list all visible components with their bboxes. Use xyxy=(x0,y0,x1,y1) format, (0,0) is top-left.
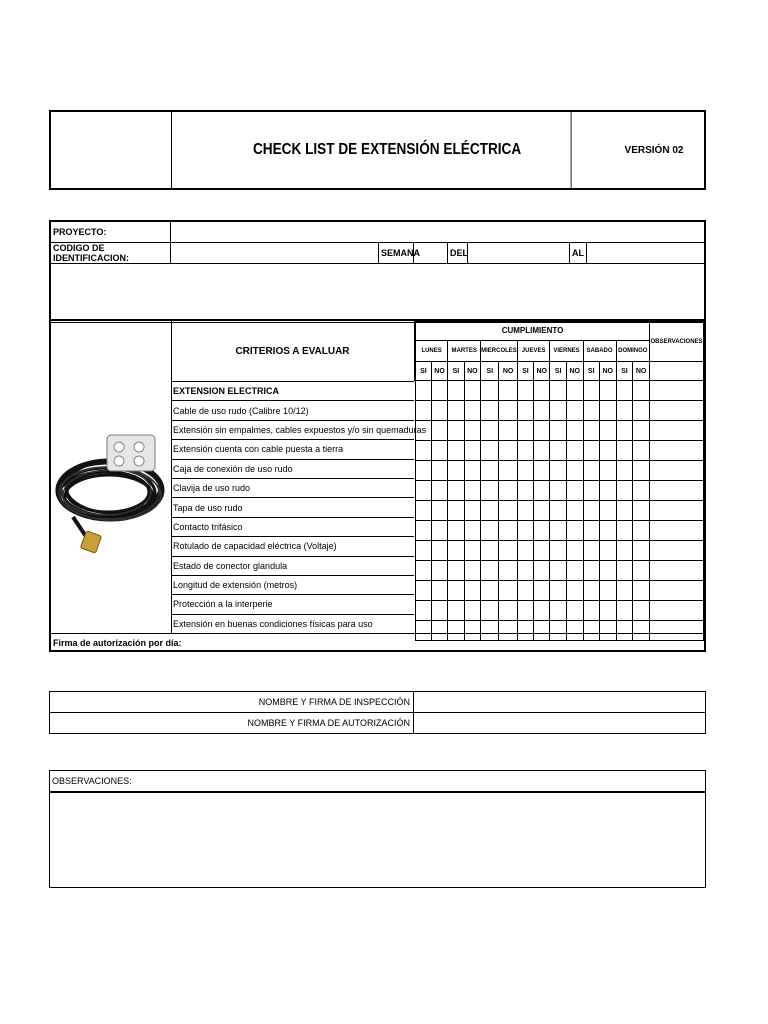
si-header: SI xyxy=(616,362,633,381)
check-cell[interactable] xyxy=(583,421,599,441)
check-cell[interactable] xyxy=(599,461,616,481)
form-header xyxy=(49,110,706,190)
check-cell[interactable] xyxy=(431,461,447,481)
check-cell[interactable] xyxy=(550,601,566,621)
check-cell[interactable] xyxy=(633,501,650,521)
check-cell[interactable] xyxy=(583,441,599,461)
check-cell[interactable] xyxy=(616,421,633,441)
check-cell[interactable] xyxy=(616,561,633,581)
logo-cell xyxy=(51,112,172,188)
check-cell[interactable] xyxy=(583,501,599,521)
check-cell[interactable] xyxy=(431,541,447,561)
check-cell[interactable] xyxy=(481,461,499,481)
check-cell[interactable] xyxy=(583,381,599,401)
check-cell[interactable] xyxy=(431,581,447,601)
observation-cell[interactable] xyxy=(650,441,704,461)
del-field[interactable] xyxy=(468,243,570,263)
firma-label: Firma de autorización por día: xyxy=(53,638,182,648)
grid-row xyxy=(416,541,704,561)
check-cell[interactable] xyxy=(499,601,517,621)
check-cell[interactable] xyxy=(431,601,447,621)
check-cell[interactable] xyxy=(517,421,533,441)
check-cell[interactable] xyxy=(599,481,616,501)
check-cell[interactable] xyxy=(481,521,499,541)
observation-cell[interactable] xyxy=(650,481,704,501)
check-cell[interactable] xyxy=(499,441,517,461)
observations-box xyxy=(49,770,706,888)
check-cell[interactable] xyxy=(616,501,633,521)
check-cell[interactable] xyxy=(464,561,481,581)
no-header: NO xyxy=(533,362,550,381)
check-cell[interactable] xyxy=(431,501,447,521)
check-cell[interactable] xyxy=(533,421,550,441)
check-cell[interactable] xyxy=(533,501,550,521)
check-cell[interactable] xyxy=(416,461,432,481)
check-cell[interactable] xyxy=(633,601,650,621)
al-label: AL xyxy=(570,243,587,263)
check-cell[interactable] xyxy=(533,561,550,581)
observation-cell[interactable] xyxy=(650,601,704,621)
check-cell[interactable] xyxy=(550,581,566,601)
check-cell[interactable] xyxy=(599,601,616,621)
check-cell[interactable] xyxy=(517,601,533,621)
checklist-table xyxy=(49,319,706,652)
autorizacion-label: NOMBRE Y FIRMA DE AUTORIZACIÓN xyxy=(50,713,414,733)
check-cell[interactable] xyxy=(448,441,464,461)
check-cell[interactable] xyxy=(499,461,517,481)
check-cell[interactable] xyxy=(599,581,616,601)
observation-cell[interactable] xyxy=(650,541,704,561)
check-cell[interactable] xyxy=(633,421,650,441)
section-title: EXTENSION ELECTRICA xyxy=(171,381,414,400)
criteria-item: Extensión sin empalmes, cables expuestos y/o sin quemaduras xyxy=(171,420,414,439)
check-cell[interactable] xyxy=(533,401,550,421)
no-header: NO xyxy=(599,362,616,381)
check-cell[interactable] xyxy=(550,501,566,521)
check-cell[interactable] xyxy=(533,381,550,401)
check-cell[interactable] xyxy=(517,401,533,421)
check-cell[interactable] xyxy=(481,401,499,421)
day-header: MIERCOLES xyxy=(481,341,518,362)
observation-cell[interactable] xyxy=(650,401,704,421)
proyecto-field[interactable] xyxy=(171,222,704,242)
check-cell[interactable] xyxy=(616,581,633,601)
observation-cell[interactable] xyxy=(650,421,704,441)
check-cell[interactable] xyxy=(448,381,464,401)
si-no-row xyxy=(416,362,704,381)
criteria-item: Extensión en buenas condiciones físicas para uso xyxy=(171,614,414,633)
criteria-item: Caja de conexión de uso rudo xyxy=(171,459,414,478)
grid-header-row xyxy=(416,322,704,341)
check-cell[interactable] xyxy=(499,381,517,401)
codigo-row xyxy=(51,243,704,264)
criteria-item: Longitud de extensión (metros) xyxy=(171,575,414,594)
check-cell[interactable] xyxy=(517,461,533,481)
semana-label: SEMANA xyxy=(379,243,414,263)
day-header: DOMINGO xyxy=(616,341,649,362)
day-header: SABADO xyxy=(583,341,616,362)
codigo-field[interactable] xyxy=(171,243,379,263)
check-cell[interactable] xyxy=(633,561,650,581)
no-header: NO xyxy=(499,362,517,381)
observation-cell[interactable] xyxy=(650,521,704,541)
check-cell[interactable] xyxy=(431,381,447,401)
check-cell[interactable] xyxy=(517,381,533,401)
observation-cell[interactable] xyxy=(650,461,704,481)
check-cell[interactable] xyxy=(550,541,566,561)
si-header: SI xyxy=(481,362,499,381)
check-cell[interactable] xyxy=(481,581,499,601)
check-cell[interactable] xyxy=(499,401,517,421)
no-header: NO xyxy=(464,362,481,381)
observaciones-header: OBSERVACIONES xyxy=(650,322,704,362)
check-cell[interactable] xyxy=(416,481,432,501)
signature-table xyxy=(49,691,706,734)
check-cell[interactable] xyxy=(550,561,566,581)
check-cell[interactable] xyxy=(550,461,566,481)
check-cell[interactable] xyxy=(517,501,533,521)
observation-cell[interactable] xyxy=(650,501,704,521)
check-cell[interactable] xyxy=(566,421,583,441)
criterios-header: CRITERIOS A EVALUAR xyxy=(171,321,415,381)
check-cell[interactable] xyxy=(566,481,583,501)
proyecto-label: PROYECTO: xyxy=(51,222,171,242)
check-cell[interactable] xyxy=(481,561,499,581)
form-version: VERSIÓN 02 xyxy=(624,144,684,156)
check-cell[interactable] xyxy=(633,381,650,401)
check-cell[interactable] xyxy=(499,501,517,521)
codigo-label: CODIGO DE IDENTIFICACION: xyxy=(51,243,171,263)
check-cell[interactable] xyxy=(633,541,650,561)
grid-row xyxy=(416,601,704,621)
criteria-item: Rotulado de capacidad eléctrica (Voltaje) xyxy=(171,536,414,555)
check-cell[interactable] xyxy=(448,401,464,421)
grid-row xyxy=(416,561,704,581)
check-cell[interactable] xyxy=(416,421,432,441)
extension-image-cell xyxy=(51,321,172,633)
check-cell[interactable] xyxy=(616,461,633,481)
check-cell[interactable] xyxy=(616,541,633,561)
check-cell[interactable] xyxy=(481,441,499,461)
criteria-item: Clavija de uso rudo xyxy=(171,478,414,497)
check-cell[interactable] xyxy=(566,561,583,581)
check-cell[interactable] xyxy=(566,461,583,481)
check-cell[interactable] xyxy=(464,441,481,461)
check-cell[interactable] xyxy=(550,521,566,541)
check-cell[interactable] xyxy=(464,541,481,561)
check-cell[interactable] xyxy=(499,481,517,501)
del-label: DEL xyxy=(448,243,468,263)
check-cell[interactable] xyxy=(599,421,616,441)
check-cell[interactable] xyxy=(599,381,616,401)
day-header: JUEVES xyxy=(517,341,550,362)
check-cell[interactable] xyxy=(416,541,432,561)
no-header: NO xyxy=(633,362,650,381)
check-cell[interactable] xyxy=(448,461,464,481)
check-cell[interactable] xyxy=(599,541,616,561)
si-header: SI xyxy=(550,362,566,381)
check-cell[interactable] xyxy=(633,581,650,601)
day-header: VIERNES xyxy=(550,341,583,362)
no-header: NO xyxy=(431,362,447,381)
check-cell[interactable] xyxy=(416,381,432,401)
check-cell[interactable] xyxy=(550,401,566,421)
check-cell[interactable] xyxy=(481,381,499,401)
check-cell[interactable] xyxy=(583,461,599,481)
check-cell[interactable] xyxy=(431,441,447,461)
check-cell[interactable] xyxy=(431,561,447,581)
observations-field[interactable] xyxy=(50,793,705,889)
criteria-item: Extensión cuenta con cable puesta a tierra xyxy=(171,439,414,458)
check-cell[interactable] xyxy=(448,601,464,621)
day-header: MARTES xyxy=(448,341,481,362)
no-header: NO xyxy=(566,362,583,381)
check-cell[interactable] xyxy=(550,381,566,401)
check-cell[interactable] xyxy=(481,481,499,501)
check-cell[interactable] xyxy=(633,481,650,501)
grid-row xyxy=(416,581,704,601)
grid-row xyxy=(416,481,704,501)
grid-row xyxy=(416,441,704,461)
criteria-item: Estado de conector glandula xyxy=(171,556,414,575)
autorizacion-row xyxy=(50,713,705,733)
check-cell[interactable] xyxy=(448,541,464,561)
check-cell[interactable] xyxy=(517,561,533,581)
check-cell[interactable] xyxy=(416,521,432,541)
check-cell[interactable] xyxy=(464,601,481,621)
firma-row xyxy=(51,633,704,652)
check-cell[interactable] xyxy=(431,401,447,421)
check-cell[interactable] xyxy=(533,601,550,621)
check-cell[interactable] xyxy=(533,581,550,601)
day-header: LUNES xyxy=(416,341,448,362)
grid-row xyxy=(416,461,704,481)
check-cell[interactable] xyxy=(464,481,481,501)
inspeccion-row xyxy=(50,692,705,713)
check-cell[interactable] xyxy=(583,541,599,561)
observation-cell[interactable] xyxy=(650,561,704,581)
check-cell[interactable] xyxy=(633,441,650,461)
si-header: SI xyxy=(583,362,599,381)
check-cell[interactable] xyxy=(533,521,550,541)
grid-row xyxy=(416,381,704,401)
check-cell[interactable] xyxy=(533,541,550,561)
criteria-list xyxy=(171,381,427,633)
info-blank-area xyxy=(51,264,704,323)
check-cell[interactable] xyxy=(566,401,583,421)
check-cell[interactable] xyxy=(416,581,432,601)
check-cell[interactable] xyxy=(464,421,481,441)
observation-cell[interactable] xyxy=(650,381,704,401)
check-cell[interactable] xyxy=(599,561,616,581)
check-cell[interactable] xyxy=(464,461,481,481)
al-field[interactable] xyxy=(587,243,704,263)
check-cell[interactable] xyxy=(583,401,599,421)
extension-cord-image xyxy=(51,321,171,633)
check-cell[interactable] xyxy=(499,541,517,561)
check-cell[interactable] xyxy=(583,561,599,581)
info-table xyxy=(49,220,706,323)
semana-field[interactable] xyxy=(414,243,448,263)
check-cell[interactable] xyxy=(616,441,633,461)
check-cell[interactable] xyxy=(616,601,633,621)
check-cell[interactable] xyxy=(448,561,464,581)
compliance-grid xyxy=(415,321,704,641)
check-cell[interactable] xyxy=(481,541,499,561)
check-cell[interactable] xyxy=(566,381,583,401)
check-cell[interactable] xyxy=(633,461,650,481)
check-cell[interactable] xyxy=(566,521,583,541)
criteria-item: Cable de uso rudo (Calibre 10/12) xyxy=(171,400,414,419)
inspeccion-label: NOMBRE Y FIRMA DE INSPECCIÓN xyxy=(50,692,414,712)
check-cell[interactable] xyxy=(448,421,464,441)
check-cell[interactable] xyxy=(517,521,533,541)
check-cell[interactable] xyxy=(431,421,447,441)
observaciones-subcell xyxy=(650,362,704,381)
check-cell[interactable] xyxy=(481,421,499,441)
check-cell[interactable] xyxy=(464,401,481,421)
check-cell[interactable] xyxy=(499,561,517,581)
check-cell[interactable] xyxy=(533,461,550,481)
check-cell[interactable] xyxy=(517,541,533,561)
check-cell[interactable] xyxy=(566,441,583,461)
check-cell[interactable] xyxy=(481,501,499,521)
check-cell[interactable] xyxy=(533,481,550,501)
check-cell[interactable] xyxy=(448,521,464,541)
check-cell[interactable] xyxy=(616,381,633,401)
check-cell[interactable] xyxy=(464,501,481,521)
check-cell[interactable] xyxy=(616,401,633,421)
check-cell[interactable] xyxy=(599,401,616,421)
check-cell[interactable] xyxy=(481,601,499,621)
check-cell[interactable] xyxy=(416,441,432,461)
criteria-item: Tapa de uso rudo xyxy=(171,497,414,516)
check-cell[interactable] xyxy=(583,581,599,601)
criteria-item: Contacto trifásico xyxy=(171,517,414,536)
proyecto-row xyxy=(51,222,704,243)
check-cell[interactable] xyxy=(566,501,583,521)
check-cell[interactable] xyxy=(416,601,432,621)
check-cell[interactable] xyxy=(517,481,533,501)
check-cell[interactable] xyxy=(616,521,633,541)
check-cell[interactable] xyxy=(448,581,464,601)
observations-label: OBSERVACIONES: xyxy=(50,771,705,793)
check-cell[interactable] xyxy=(499,581,517,601)
criteria-item: Protección a la interperie xyxy=(171,594,414,613)
check-cell[interactable] xyxy=(499,521,517,541)
form-title: CHECK LIST DE EXTENSIÓN ELÉCTRICA xyxy=(203,112,571,188)
cumplimiento-header: CUMPLIMIENTO xyxy=(416,322,650,341)
grid-row xyxy=(416,401,704,421)
check-cell[interactable] xyxy=(499,421,517,441)
check-cell[interactable] xyxy=(583,521,599,541)
check-cell[interactable] xyxy=(550,441,566,461)
check-cell[interactable] xyxy=(517,581,533,601)
check-cell[interactable] xyxy=(550,421,566,441)
check-cell[interactable] xyxy=(599,501,616,521)
grid-row xyxy=(416,501,704,521)
observation-cell[interactable] xyxy=(650,581,704,601)
si-header: SI xyxy=(448,362,464,381)
si-header: SI xyxy=(517,362,533,381)
check-cell[interactable] xyxy=(583,481,599,501)
check-cell[interactable] xyxy=(416,401,432,421)
check-cell[interactable] xyxy=(416,561,432,581)
check-cell[interactable] xyxy=(448,481,464,501)
si-header: SI xyxy=(416,362,432,381)
check-cell[interactable] xyxy=(533,441,550,461)
check-cell[interactable] xyxy=(583,601,599,621)
check-cell[interactable] xyxy=(599,441,616,461)
check-cell[interactable] xyxy=(431,481,447,501)
check-cell[interactable] xyxy=(633,401,650,421)
check-cell[interactable] xyxy=(464,581,481,601)
check-cell[interactable] xyxy=(566,581,583,601)
check-cell[interactable] xyxy=(566,601,583,621)
check-cell[interactable] xyxy=(431,521,447,541)
check-cell[interactable] xyxy=(599,521,616,541)
check-cell[interactable] xyxy=(550,481,566,501)
check-cell[interactable] xyxy=(566,541,583,561)
check-cell[interactable] xyxy=(464,381,481,401)
grid-row xyxy=(416,521,704,541)
check-cell[interactable] xyxy=(416,501,432,521)
check-cell[interactable] xyxy=(464,521,481,541)
grid-row xyxy=(416,421,704,441)
check-cell[interactable] xyxy=(517,441,533,461)
check-cell[interactable] xyxy=(616,481,633,501)
check-cell[interactable] xyxy=(448,501,464,521)
check-cell[interactable] xyxy=(633,521,650,541)
